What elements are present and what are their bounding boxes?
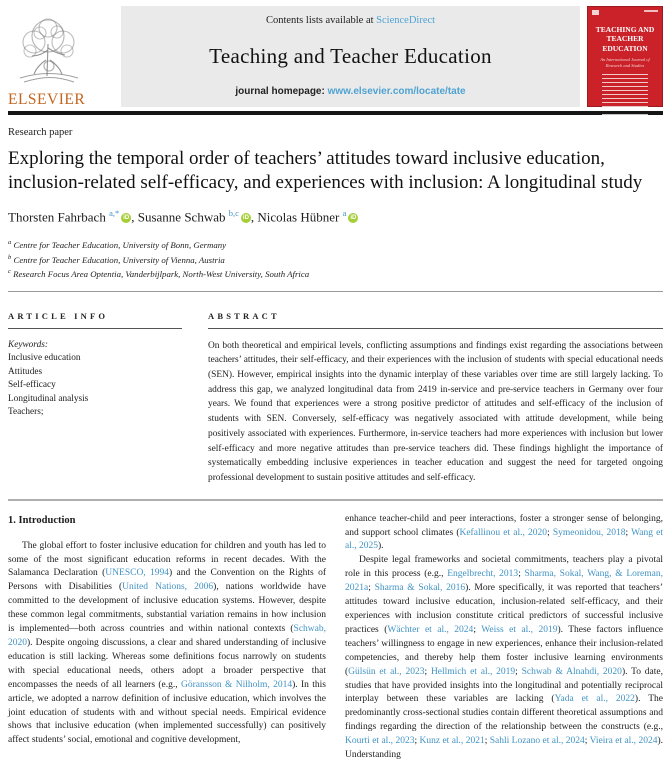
abstract-rule	[208, 328, 663, 329]
text-run: ;	[368, 583, 375, 594]
text-run: ;	[515, 666, 522, 677]
orcid-icon[interactable]: iD	[350, 215, 357, 222]
affiliation-c	[8, 266, 663, 280]
keyword-item: Longitudinal analysis	[8, 393, 89, 404]
article-info-column	[8, 311, 182, 486]
keywords-label: Keywords:	[8, 339, 48, 350]
contents-prefix: Contents lists available at	[265, 15, 377, 26]
citation-link[interactable]: Sharma & Sokal, 2016	[374, 583, 466, 594]
text-run: ;	[625, 527, 632, 538]
text-run: ;	[547, 527, 553, 538]
text-run: c	[8, 268, 11, 276]
text-run: ). The predominantly cross-sectional studies contain different theoretical assumptions and findings regarding the direction of the relationship between the constructs (e.g.,	[345, 694, 663, 733]
text-run: Centre for Teacher Education, University of Vienna, Austria	[11, 254, 225, 265]
text-run: ). These factors influence teachers’ willingness to engage in new experiences, enhance their inclusion-related competencies, and thereby help them foster inclusive learning environments (	[345, 624, 664, 677]
body-column-left	[8, 513, 326, 763]
keyword-item: Teachers;	[8, 407, 44, 418]
citation-link[interactable]: a	[342, 208, 347, 218]
citation-link[interactable]: Wang et al., 2025	[345, 527, 664, 552]
article-info-heading: ARTICLE INFO	[8, 310, 109, 321]
citation-link[interactable]: Wächter et al., 2024	[387, 624, 474, 635]
citation-link[interactable]: United Nations, 2006	[122, 582, 214, 593]
text-run: Research Focus Area Optentia, Vanderbijlpark, North-West University, South Africa	[10, 269, 310, 280]
citation-link[interactable]: Schwab & Alnahdi, 2020	[521, 666, 622, 677]
keyword-item: Inclusive education	[8, 353, 81, 364]
orcid-icon[interactable]: iD	[123, 215, 130, 222]
text-run: ;	[584, 736, 590, 747]
journal-header-box	[121, 6, 580, 107]
cover-microtext-lines	[602, 74, 648, 118]
elsevier-logo[interactable]	[8, 6, 114, 107]
journal-cover-thumbnail[interactable]	[587, 6, 663, 107]
cover-subtitle: An International Journal of Research and Studies	[600, 57, 650, 68]
citation-link[interactable]: b,c	[228, 208, 239, 218]
text-run: ). Despite ongoing discussions, a clear and shared understanding of inclusive education is still lacking. Whereas some definitions focus narrowly on students with special educational needs, others adopt a broader perspective that encompasses the needs of all learners (e.g.,	[8, 637, 326, 690]
text-run: ;	[424, 666, 431, 677]
text-run: ;	[473, 624, 482, 635]
affiliation-b	[8, 252, 663, 266]
citation-link[interactable]: Schwab, 2020	[8, 624, 326, 648]
citation-link[interactable]: Sahli Lozano et al., 2024	[489, 736, 585, 747]
text-run: ), nations worldwide have committed to the development of inclusive education systems. However, despite these common legal commitments, substantial variation remains in how inclusion is implemented—both across countries and within national contexts (	[8, 582, 326, 635]
text-run: The global effort to foster inclusive education for children and youth has led to some of the most significant education reforms in recent decades. With the Salamanca Declaration (	[8, 540, 326, 579]
citation-link[interactable]: Hellmich et al., 2019	[430, 666, 516, 677]
citation-link[interactable]: UNESCO, 1994	[105, 568, 170, 579]
article-info-rule	[8, 328, 182, 329]
text-run: ). More specifically, it was reported that teachers’ attitudes toward inclusive education, inclusion-related self-efficacy, and their experiences with inclusion constitute critical predictors of successful inclusive practices (	[345, 583, 663, 635]
text-run: ).	[377, 541, 384, 552]
body-paragraph	[345, 513, 663, 555]
paper-title: Exploring the temporal order of teachers’ attitudes toward inclusive education, inclusion-related self-efficacy, and experiences with inclusion: A longitudinal study	[8, 148, 643, 193]
text-run: Despite legal frameworks and societal commitments, teachers play a pivotal role in this process (e.g.,	[345, 555, 663, 580]
abstract-heading: ABSTRACT	[208, 310, 280, 321]
intro-paragraph	[8, 540, 326, 749]
orcid-icon[interactable]: iD	[242, 215, 249, 222]
text-run: Centre for Teacher Education, University of Bonn, Germany	[11, 240, 227, 251]
author-line	[8, 208, 663, 225]
citation-link[interactable]: Engelbrecht, 2013	[447, 569, 519, 580]
citation-link[interactable]: Göransson & Nilholm, 2014	[181, 679, 293, 690]
sciencedirect-link[interactable]: ScienceDirect	[376, 15, 436, 26]
citation-link[interactable]: Yada et al., 2022	[554, 694, 635, 705]
abstract-column	[208, 311, 663, 486]
citation-link[interactable]: Symeonidou, 2018	[552, 527, 626, 538]
abstract-text: On both theoretical and empirical levels, conflicting assumptions and findings exist regarding the associations between teachers’ attitudes, their self-efficacy, and their experiences with the inclusion of students with special educational needs (SEN). However, empirical insights into the dynamic interplay of these variables over time are still largely lacking. To address this gap, we analyzed longitudinal data from 2419 in-service and pre-service teachers in Germany over four years. We found that experiences were a strong positive predictor of attitudes and self-efficacy of the inclusion of students with SEN. Conversely, self-efficacy was negatively associated with attitude development, while being positively associated with experiences. Furthermore, in-service teachers had more experiences with inclusion but lower self-efficacy and more negative attitudes than pre-service teachers did. These findings highlight the importance of systematically embedding inclusive experiences in teacher education and suggest the need for targeted ongoing professional development to sustain positive attitudes and self-efficacy.	[208, 340, 663, 483]
cover-corner-mark-right	[644, 10, 658, 12]
abstract-body-divider	[8, 499, 663, 501]
homepage-label: journal homepage:	[235, 86, 328, 97]
journal-title: Teaching and Teacher Education	[209, 43, 492, 68]
text-run: , Nicolas Hübner	[250, 209, 343, 225]
citation-link[interactable]: Vieira et al., 2024	[589, 736, 658, 747]
text-run: ). Understanding	[345, 736, 663, 761]
citation-link[interactable]: Weiss et al., 2019	[481, 624, 558, 635]
article-body	[8, 513, 663, 763]
keyword-item: Self-efficacy	[8, 380, 56, 391]
text-run: ;	[518, 569, 525, 580]
elsevier-wordmark: ELSEVIER	[8, 90, 86, 108]
text-run: ;	[484, 736, 490, 747]
journal-masthead	[8, 6, 663, 107]
citation-link[interactable]: Kourti et al., 2023	[345, 736, 415, 747]
text-run: ) and the Convention on the Rights of Persons with Disabilities (	[8, 568, 326, 593]
title-block-divider	[8, 291, 663, 292]
elsevier-tree-icon	[10, 14, 88, 90]
affiliations	[8, 237, 663, 280]
homepage-line	[131, 86, 570, 97]
cover-title: TEACHING AND TEACHER EDUCATION	[595, 25, 655, 53]
text-run: Thorsten Fahrbach	[8, 209, 110, 225]
text-run: , Susanne Schwab	[131, 209, 229, 225]
header-divider-bar	[8, 111, 663, 115]
homepage-link[interactable]: www.elsevier.com/locate/tate	[327, 86, 466, 97]
citation-link[interactable]: Kefallinou et al., 2020	[459, 527, 548, 538]
text-run: enhance teacher-child and peer interactions, foster a stronger sense of belonging, and support school climates (	[345, 513, 663, 538]
citation-link[interactable]: Kunz et al., 2021	[419, 736, 485, 747]
text-run: ;	[414, 736, 420, 747]
contents-line	[131, 15, 570, 26]
text-run: ). To date, studies that have provided insights into the longitudinal and potentially reciprocal interplay between these variables are lacking (	[345, 666, 663, 705]
info-abstract-section	[8, 311, 663, 486]
body-column-right	[345, 513, 663, 763]
citation-link[interactable]: a,*	[109, 208, 120, 218]
citation-link[interactable]: Gülsün et al., 2023	[348, 666, 425, 677]
affiliation-a	[8, 237, 663, 251]
cover-corner-mark-left	[592, 10, 599, 15]
keyword-item: Attitudes	[8, 366, 43, 377]
text-run: b	[8, 253, 12, 261]
article-type-label: Research paper	[8, 127, 73, 138]
body-paragraph	[345, 554, 663, 763]
citation-link[interactable]: Sharma, Sokal, Wang, & Loreman, 2021a	[345, 569, 663, 594]
section-heading-introduction: 1. Introduction	[8, 514, 76, 526]
text-run: a	[8, 239, 12, 247]
text-run: ). In this article, we adopted a narrow definition of inclusive education, which involves the joint education of students with and without special needs. Empirical evidence shows that inclusive education (when implemented successfully) can positively affect students’ social, emotional and cognitive development,	[8, 679, 326, 746]
